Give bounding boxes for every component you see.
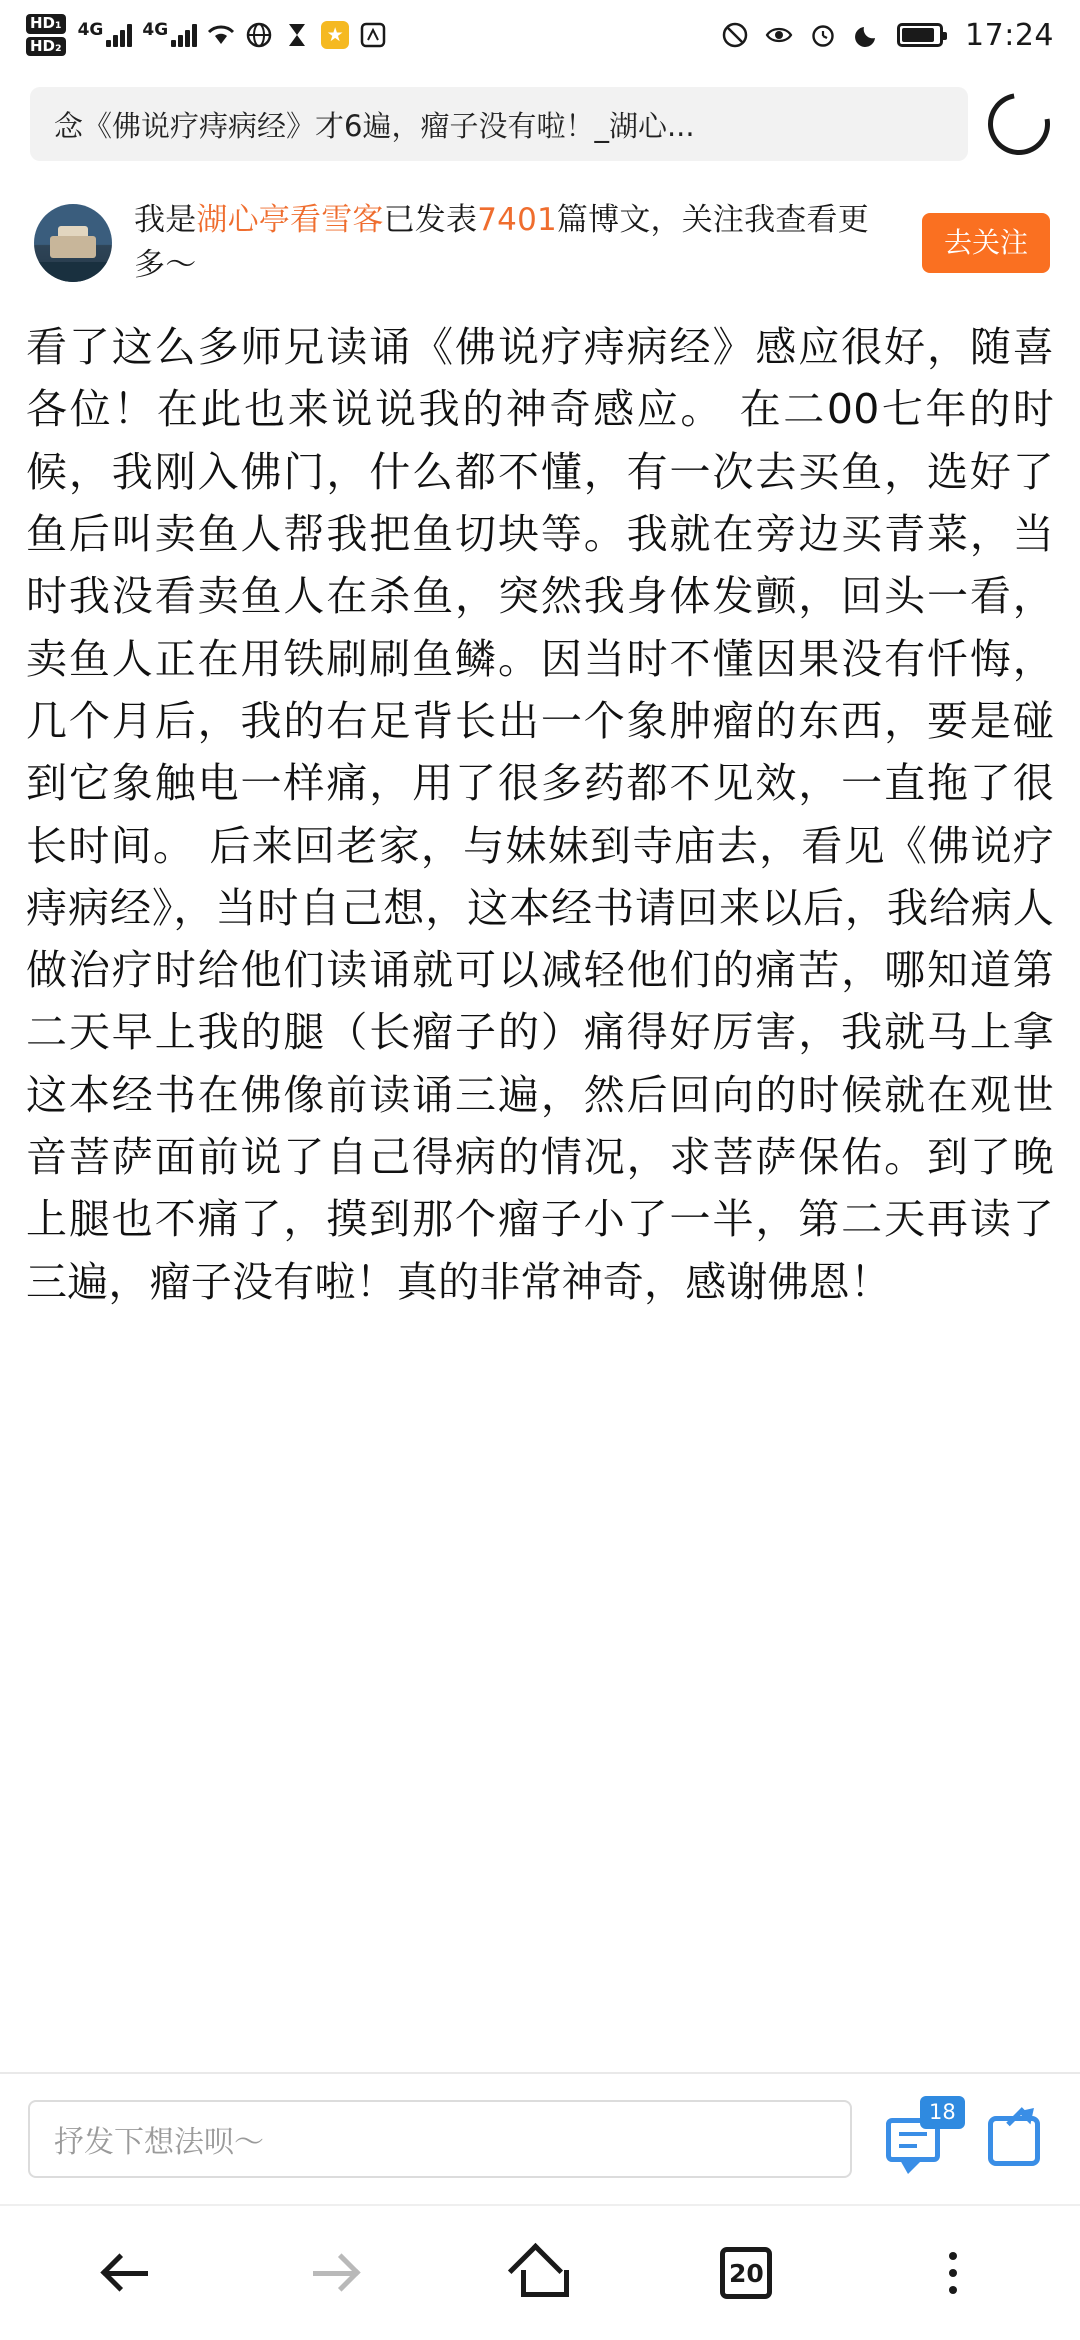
tabs-button[interactable]: [686, 2223, 806, 2323]
forward-button[interactable]: [274, 2223, 394, 2323]
browser-title-bar: [0, 70, 1080, 178]
status-bar-right: [721, 18, 1054, 53]
page-title[interactable]: 念《佛说疗痔病经》才6遍，瘤子没有啦！_湖心...: [30, 87, 968, 161]
author-post-count: 7401: [477, 202, 557, 239]
status-bar: [0, 0, 1080, 70]
no-notification-icon: [721, 21, 749, 49]
home-button[interactable]: [480, 2223, 600, 2323]
author-suffix: 篇博文，关注我查看更多～: [134, 202, 869, 283]
back-arrow-icon: [104, 2250, 150, 2296]
share-button[interactable]: [982, 2100, 1052, 2178]
author-nickname[interactable]: 湖心亭看雪客: [196, 202, 384, 239]
status-bar-left: [26, 14, 387, 56]
hd-badges: [26, 14, 66, 56]
eye-comfort-icon: [765, 21, 793, 49]
follow-button[interactable]: 去关注: [922, 213, 1050, 273]
reload-icon[interactable]: [976, 81, 1062, 167]
comment-input[interactable]: 抒发下想法呗～: [28, 2100, 852, 2178]
alarm-icon: [809, 21, 837, 49]
back-button[interactable]: [67, 2223, 187, 2323]
hd-1-icon: HD₁: [26, 14, 66, 33]
sim1-signal: [77, 20, 133, 47]
browser-nav-bar: [0, 2204, 1080, 2340]
star-icon: ★: [321, 21, 349, 49]
forward-arrow-icon: [311, 2250, 357, 2296]
author-description: [134, 198, 900, 288]
do-not-disturb-icon: [853, 21, 881, 49]
comment-count-badge: 18: [920, 2096, 965, 2129]
menu-button[interactable]: [893, 2223, 1013, 2323]
home-icon: [514, 2249, 566, 2297]
comment-bar: [0, 2072, 1080, 2204]
avatar[interactable]: [34, 204, 112, 282]
wifi-icon: [207, 21, 235, 49]
hd-2-icon: HD₂: [26, 37, 66, 56]
overflow-menu-icon: [949, 2252, 957, 2294]
sim1-network-label: 4G: [77, 20, 104, 40]
signal-bars-icon: [106, 23, 132, 47]
battery-icon: [897, 23, 943, 47]
comment-button[interactable]: [882, 2100, 956, 2178]
article-body: 看了这么多师兄读诵《佛说疗痔病经》感应很好，随喜各位！在此也来说说我的神奇感应。 在二00七年的时候，我刚入佛门，什么都不懂，有一次去买鱼，选好了鱼后叫卖鱼人帮我把鱼切块等。我就在旁边买青菜，当时我没看卖鱼人在杀鱼，突然我身体发颤，回头一看，卖鱼人正在用铁刷刷鱼鳞。因当时不懂因果没有忏悔，几个月后，我的右足背长出一个象肿瘤的东西，要是碰到它象触电一样痛，用了很多药都不见效，一直拖了很长时间。 后来回老家，与妹妹到寺庙去，看见《佛说疗痔病经》，当时自己想，这本经书请回来以后，我给病人做治疗时给他们读诵就可以减轻他们的痛苦，哪知道第二天早上我的腿（长瘤子的）痛得好厉害，我就马上拿这本经书在佛像前读诵三遍，然后回向的时候就在观世音菩萨面前说了自己得病的情况，求菩萨保佑。到了晚上腿也不痛了，摸到那个瘤子小了一半，第二天再读了三遍，瘤子没有啦！真的非常神奇，感谢佛恩！: [26, 323, 1054, 1306]
signal-bars-icon: [171, 23, 197, 47]
app-icon: [359, 21, 387, 49]
hourglass-icon: [283, 21, 311, 49]
author-prefix: 我是: [134, 202, 197, 239]
sim2-signal: [142, 20, 197, 47]
share-arrow-icon: [1008, 2108, 1034, 2134]
status-clock: 17:24: [965, 17, 1054, 53]
tab-count: 20: [720, 2247, 772, 2299]
sim2-network-label: 4G: [142, 20, 169, 40]
author-middle: 已发表: [383, 202, 478, 239]
author-bar: [0, 178, 1080, 308]
globe-icon: [245, 21, 273, 49]
